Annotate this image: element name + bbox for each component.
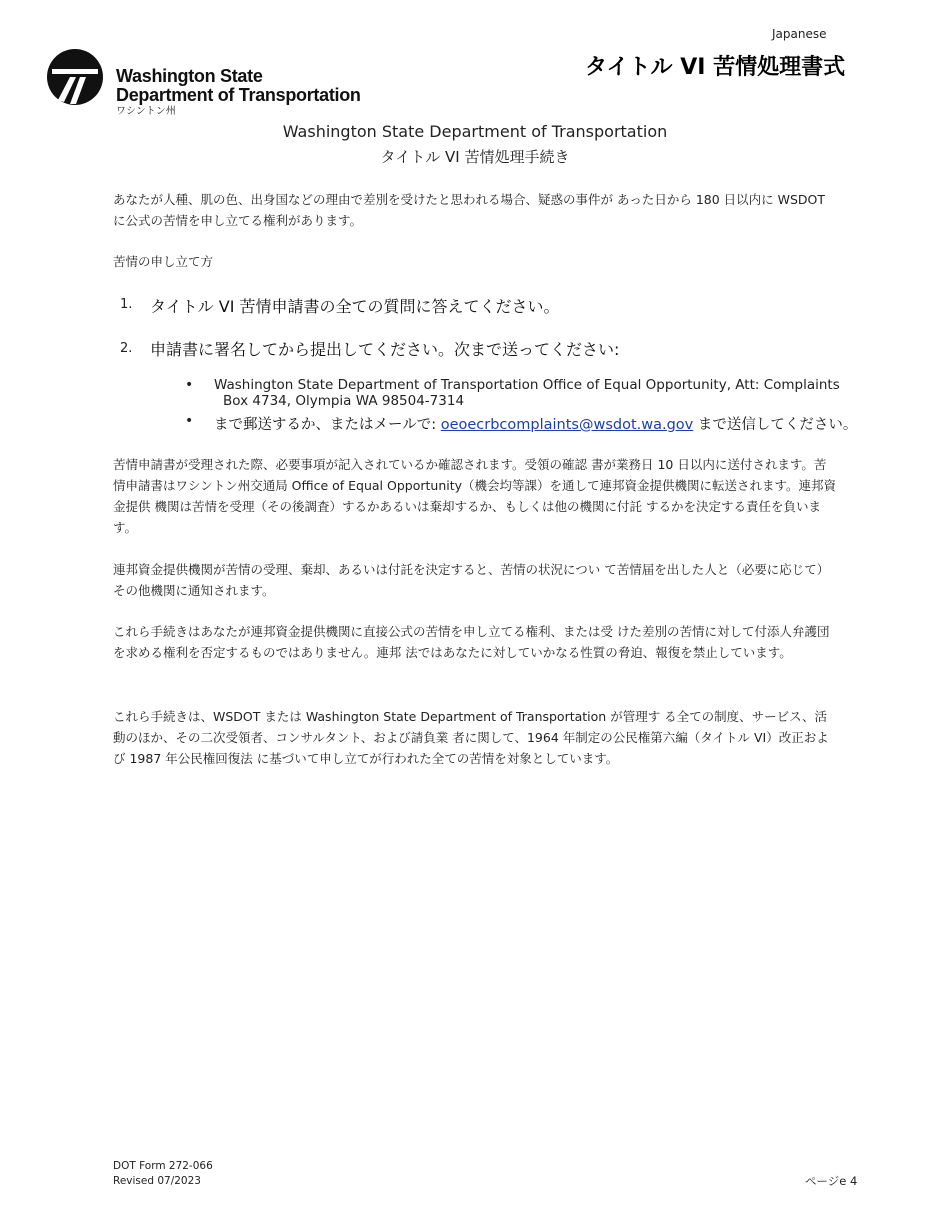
logo-name-line2: Department of Transportation: [116, 85, 361, 105]
step-2-text: 申請書に署名してから提出してください。次まで送ってください:: [150, 340, 620, 359]
mailing-address-line2: Box 4734, Olympia WA 98504-7314: [223, 393, 465, 409]
paragraph-rights: これら手続きはあなたが連邦資金提供機関に直接公式の苦情を申し立てる権利、または受 けた差別の苦情に対して付添人弁護団を求める権利を否定するものではありません。連邦 法ではあなたに対していかなる性質の脅迫、報復を禁止しています。: [113, 624, 830, 660]
form-number: DOT Form 272-066: [113, 1160, 213, 1172]
paragraph-notification: 連邦資金提供機関が苦情の受理、棄却、あるいは付託を決定すると、苦情の状況につい て苦情届を出した人と（必要に応じて）その他機関に通知されます。: [113, 562, 830, 598]
step-1-number: 1.: [120, 297, 133, 312]
bullet-marker: •: [185, 413, 194, 429]
step-2-number: 2.: [120, 341, 133, 356]
wsdot-logo: [46, 48, 416, 117]
page-subtitle: タイトル VI 苦情処理手続き: [380, 148, 570, 166]
mailing-address: [214, 377, 874, 409]
form-title: タイトル VI 苦情処理書式: [585, 55, 846, 80]
email-suffix: まで送信してください。: [693, 417, 858, 433]
logo-name-line1: Washington State: [116, 66, 263, 86]
bullet-marker: •: [185, 377, 194, 393]
language-label: Japanese: [772, 27, 827, 41]
paragraph-scope: これら手続きは、WSDOT または Washington State Department of Transportation が管理す る全ての制度、サービス、活動のほか、その二次受領者、コンサルタント、および請負業 者に関して、1964 年制定の公民権第六編（タイトル VI）改正および 1987 年公民権回復法 に基づいて申し立てが行われた全ての苦情を対象としています。: [113, 709, 829, 766]
footer-form-info: [113, 1159, 213, 1189]
email-prefix: まで郵送するか、またはメールで:: [214, 417, 441, 433]
email-instruction: [214, 413, 914, 434]
step-1-text: タイトル VI 苦情申請書の全ての質問に答えてください。: [150, 297, 560, 316]
how-to-heading: 苦情の申し立て方: [113, 254, 214, 269]
page-title: Washington State Department of Transportation: [282, 122, 668, 141]
paragraph-processing: 苦情申請書が受理された際、必要事項が記入されているか確認されます。受領の確認 書が業務日 10 日以内に送付されます。苦情申請書はワシントン州交通局 Office of Equal Opportunity（機会均等課）を通して連邦資金提供機関に転送されます。連邦資金提供 機関は苦情を受理（その後調査）するかあるいは棄却するか、もしくは他の機関に付託 するかを決定する責任を負います。: [113, 457, 837, 535]
email-link[interactable]: oeoecrbcomplaints@wsdot.wa.gov: [440, 417, 694, 433]
wsdot-logo-icon: [46, 48, 104, 106]
intro-paragraph: あなたが人種、肌の色、出身国などの理由で差別を受けたと思われる場合、疑惑の事件が あった日から 180 日以内に WSDOT に公式の苦情を申し立てる権利があります。: [113, 192, 826, 228]
mailing-address-line1: Washington State Department of Transportation Office of Equal Opportunity, Att: Complaints: [214, 377, 840, 393]
logo-subtitle: ワシントン州: [116, 106, 176, 117]
revised-date: Revised 07/2023: [113, 1175, 201, 1187]
page-number: ページe 4: [805, 1174, 858, 1188]
